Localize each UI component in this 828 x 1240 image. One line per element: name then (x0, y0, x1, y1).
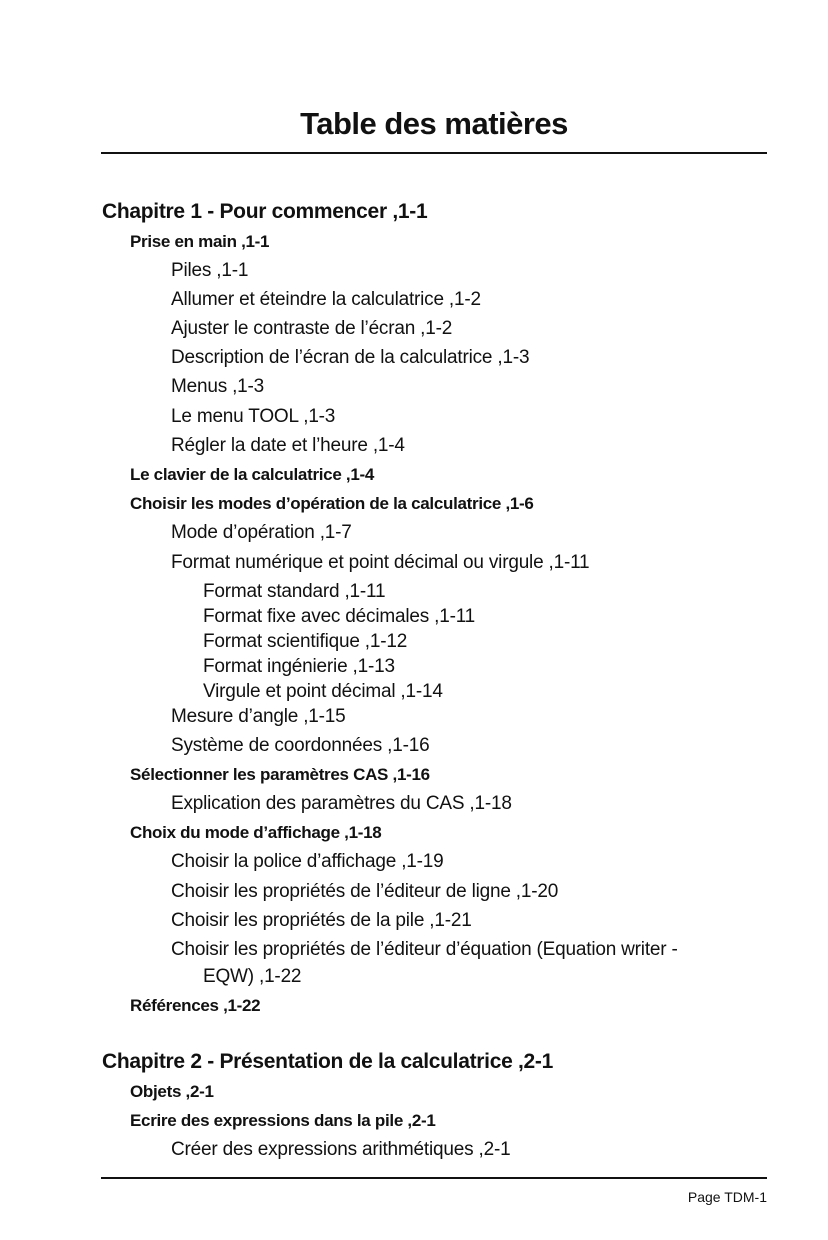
toc-section-prise-en-main: Prise en main ,1-1 (130, 232, 270, 251)
toc-entry-format-standard: Format standard ,1-11 (203, 581, 386, 602)
toc-entry-allumer: Allumer et éteindre la calculatrice ,1-2 (171, 289, 481, 310)
toc-entry-virgule: Virgule et point décimal ,1-14 (203, 681, 443, 702)
page-number: Page TDM-1 (687, 1189, 767, 1205)
toc-entry-format-fixe: Format fixe avec décimales ,1-11 (203, 606, 476, 627)
toc-entry-format-scientifique: Format scientifique ,1-12 (203, 631, 408, 652)
toc-entry-editeur-equation: Choisir les propriétés de l’éditeur d’équation (Equation writer - (171, 939, 678, 960)
footer-divider (101, 1177, 767, 1179)
toc-entry-police: Choisir la police d’affichage ,1-19 (171, 851, 444, 872)
toc-section-clavier: Le clavier de la calculatrice ,1-4 (130, 465, 375, 484)
toc-entry-editeur-equation-cont: EQW) ,1-22 (203, 966, 302, 987)
toc-entry-format-ingenierie: Format ingénierie ,1-13 (203, 656, 395, 677)
toc-entry-explication-cas: Explication des paramètres du CAS ,1-18 (171, 793, 512, 814)
toc-entry-editeur-ligne: Choisir les propriétés de l’éditeur de ligne ,1-20 (171, 881, 559, 902)
toc-entry-piles: Piles ,1-1 (171, 260, 249, 281)
toc-chapter-2: Chapitre 2 - Présentation de la calculatrice ,2-1 (102, 1050, 553, 1073)
toc-entry-regler: Régler la date et l’heure ,1-4 (171, 435, 405, 456)
toc-entry-pile: Choisir les propriétés de la pile ,1-21 (171, 910, 472, 931)
page-title: Table des matières (300, 106, 568, 141)
toc-section-references: Références ,1-22 (130, 996, 261, 1015)
toc-entry-ajuster: Ajuster le contraste de l’écran ,1-2 (171, 318, 453, 339)
toc-entry-creer: Créer des expressions arithmétiques ,2-1 (171, 1139, 511, 1160)
toc-section-ecrire: Ecrire des expressions dans la pile ,2-1 (130, 1111, 436, 1130)
toc-section-modes: Choisir les modes d’opération de la calculatrice ,1-6 (130, 494, 534, 513)
title-divider (101, 152, 767, 154)
toc-entry-tool: Le menu TOOL ,1-3 (171, 406, 336, 427)
toc-section-affichage: Choix du mode d’affichage ,1-18 (130, 823, 382, 842)
toc-chapter-1: Chapitre 1 - Pour commencer ,1-1 (102, 200, 428, 223)
toc-entry-coordonnees: Système de coordonnées ,1-16 (171, 735, 430, 756)
toc-entry-mode-operation: Mode d’opération ,1-7 (171, 522, 352, 543)
toc-entry-description: Description de l’écran de la calculatrice ,1-3 (171, 347, 530, 368)
toc-section-objets: Objets ,2-1 (130, 1082, 214, 1101)
toc-entry-mesure-angle: Mesure d’angle ,1-15 (171, 706, 346, 727)
toc-section-cas: Sélectionner les paramètres CAS ,1-16 (130, 765, 430, 784)
toc-entry-format-numerique: Format numérique et point décimal ou virgule ,1-11 (171, 552, 590, 573)
toc-entry-menus: Menus ,1-3 (171, 376, 265, 397)
